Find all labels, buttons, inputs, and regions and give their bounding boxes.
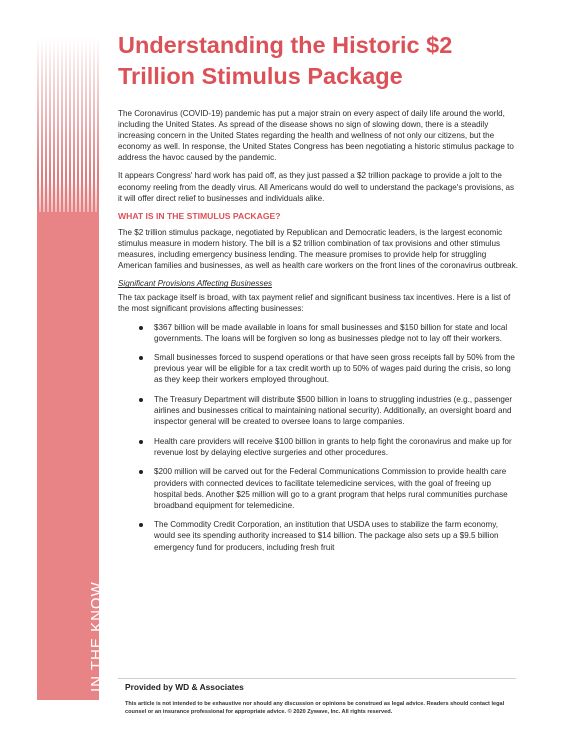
article-body [118,108,518,553]
section-paragraph: The $2 trillion stimulus package, negotiated by Republican and Democratic leaders, is the largest economic stimulus measure in modern history. The bill is a $2 trillion combination of tax provisions and other stimulus measures, including emergency business lending. The measure promises to provide help for struggling American families and businesses, as well as health care workers on the front lines of the coronavirus outbreak. [118,227,518,271]
provided-by: Provided by WD & Associates [125,682,244,692]
list-item: $367 billion will be made available in loans for small businesses and $150 billion for state and local governments. The loans will be forgiven so long as businesses pledge not to lay off their workers. [154,322,518,344]
intro-paragraph-1: The Coronavirus (COVID-19) pandemic has put a major strain on every aspect of daily life around the world, including the United States. As spread of the disease shows no sign of slowing down, there is a steadily increasing concern in the United States regarding the health and wellness of not only our citizens, but the economy as well. In response, the United States Congress has been negotiating a historic stimulus package to address the havoc caused by the pandemic. [118,109,514,163]
list-item: $200 million will be carved out for the Federal Communications Commission to provide health care providers with connected devices to facilitate telemedicine services, with the goal of freeing up hospital beds. Another $25 million will go to a grant program that helps rural communities purchase broadband equipment for telemedicine. [154,466,518,510]
subheading: Significant Provisions Affecting Businesses [118,279,273,289]
footer-divider [118,678,516,679]
sub-paragraph: The tax package itself is broad, with tax payment relief and significant business tax incentives. Here is a list of the most significant provisions affecting businesses: [118,293,511,314]
provisions-list [118,322,518,553]
sidebar-fade [37,177,99,237]
list-item: Health care providers will receive $100 billion in grants to help fight the coronavirus and make up for revenue lost by delaying elective surgeries and other procedures. [154,436,518,458]
list-item: Small businesses forced to suspend operations or that have seen gross receipts fall by 50% from the previous year will be eligible for a tax credit worth up to 50% of wages paid during the crisis, so long as they keep their workers employed throughout. [154,352,518,385]
article-content [118,30,518,561]
section-heading: WHAT IS IN THE STIMULUS PACKAGE? [118,210,281,221]
sidebar-band [37,37,105,700]
sidebar-label: IN THE KNOW [88,581,105,692]
intro-paragraph-2: It appears Congress' hard work has paid off, as they just passed a $2 trillion package to provide a jolt to the economy reeling from the deadly virus. All Americans would do well to understand the package's provisions, as it will offer direct relief to businesses and individuals alike. [118,171,515,203]
article-title: Understanding the Historic $2 Trillion Stimulus Package [118,32,453,89]
list-item: The Treasury Department will distribute $500 billion in loans to struggling industries (e.g., passenger airlines and businesses critical to maintaining national security). Additionally, an oversight board and inspector general will be created to oversee loans to large companies. [154,394,518,427]
list-item: The Commodity Credit Corporation, an institution that USDA uses to stabilize the farm economy, would see its spending authority increased to $14 billion. The package also sets up a $9.5 billion emergency fund for producers, including fresh fruit [154,519,518,552]
disclaimer: This article is not intended to be exhaustive nor should any discussion or opinions be construed as legal advice. Readers should contact legal counsel or an insurance professional for appropriate advice. © 2020 Zywave, Inc. All rights reserved. [125,701,505,715]
